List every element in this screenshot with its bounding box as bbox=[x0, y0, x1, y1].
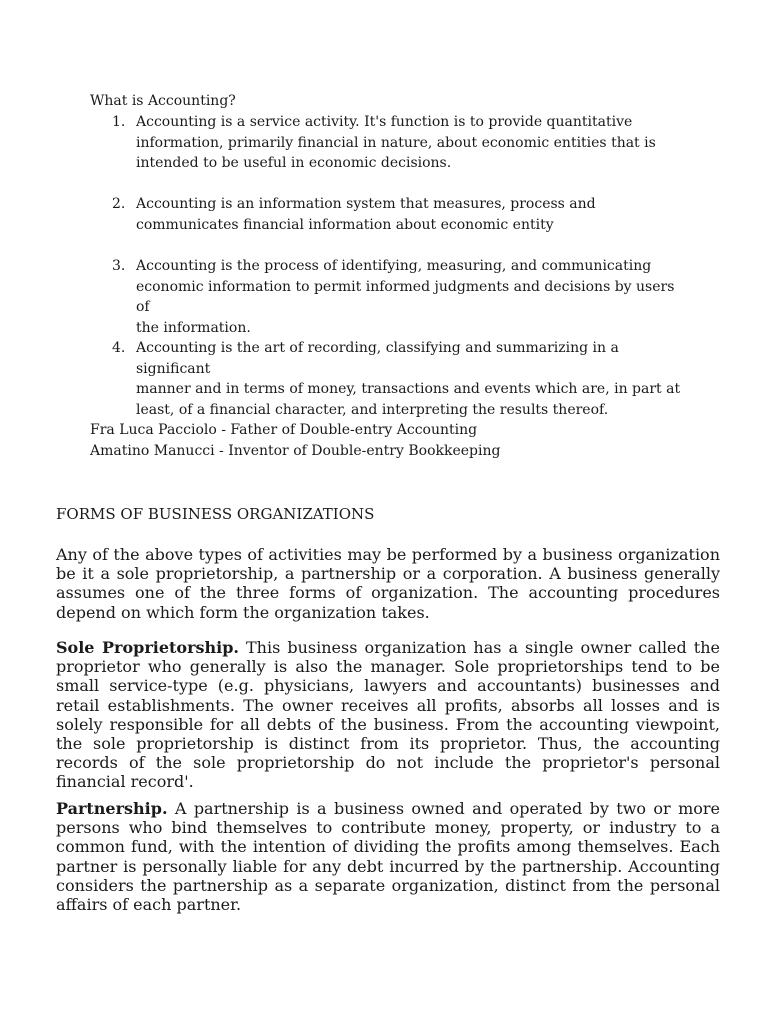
definition-text bbox=[136, 338, 692, 420]
definition-number: 1. bbox=[112, 114, 126, 130]
definition-number: 2. bbox=[112, 196, 126, 212]
definition-text bbox=[136, 194, 692, 235]
definition-line: manner and in terms of money, transactions and events which are, in part at bbox=[136, 381, 681, 398]
definition-line: information, primarily financial in nature, about economic entities that is bbox=[136, 134, 656, 151]
partnership-text: A partnership is a business owned and operated by two or more persons who bind themselves to contribute money, property, or industry to a common fund, with the intention of dividing the profits among themselves. Each partner is personally liable for any debt incurred by the partnership. Accounting considers the partnership as a separate organization, distinct from the personal affairs of each partner. bbox=[56, 799, 720, 915]
definition-line: least, of a financial character, and interpreting the results thereof. bbox=[136, 401, 609, 418]
forms-intro-paragraph: Any of the above types of activities may be performed by a business organization be it a sole proprietorship, a partnership or a corporation. A business generally assumes one of the three forms of organization. The accounting procedures depend on which form the organization takes. bbox=[56, 545, 720, 622]
attribution-line: Fra Luca Pacciolo - Father of Double-entry Accounting bbox=[90, 422, 478, 438]
sole-proprietorship-paragraph bbox=[56, 638, 720, 792]
partnership-title: Partnership. bbox=[56, 799, 168, 818]
definition-text bbox=[136, 256, 692, 338]
definition-line: economic information to permit informed judgments and decisions by users of bbox=[136, 278, 675, 316]
definition-number: 3. bbox=[112, 258, 126, 274]
definition-line: Accounting is the process of identifying, measuring, and communicating bbox=[136, 258, 652, 274]
sole-proprietorship-title: Sole Proprietorship. bbox=[56, 638, 239, 657]
definition-line: Accounting is the art of recording, classifying and summarizing in a significant bbox=[136, 340, 619, 377]
partnership-paragraph bbox=[56, 799, 720, 914]
definition-line: communicates financial information about economic entity bbox=[136, 216, 554, 233]
definition-line: Accounting is a service activity. It's function is to provide quantitative bbox=[136, 114, 633, 130]
section-heading: FORMS OF BUSINESS ORGANIZATIONS bbox=[56, 505, 375, 523]
definition-line: the information. bbox=[136, 319, 251, 336]
definition-number: 4. bbox=[112, 340, 126, 356]
definition-line: intended to be useful in economic decisions. bbox=[136, 155, 452, 172]
attribution-line: Amatino Manucci - Inventor of Double-entry Bookkeeping bbox=[90, 442, 501, 459]
section-question: What is Accounting? bbox=[90, 93, 236, 109]
definition-text bbox=[136, 112, 692, 174]
definition-line: Accounting is an information system that measures, process and bbox=[136, 196, 596, 212]
attribution-list bbox=[90, 420, 500, 461]
sole-proprietorship-text: This business organization has a single owner called the proprietor who generally is also the manager. Sole proprietorships tend to be small service-type (e.g. physicians, lawyers and accountants) businesses and retail establishments. The owner receives all profits, absorbs all losses and is solely responsible for all debts of the business. From the accounting viewpoint, the sole proprietorship is distinct from its proprietor. Thus, the accounting records of the sole proprietorship do not include the proprietor's personal financial record'. bbox=[56, 638, 721, 792]
